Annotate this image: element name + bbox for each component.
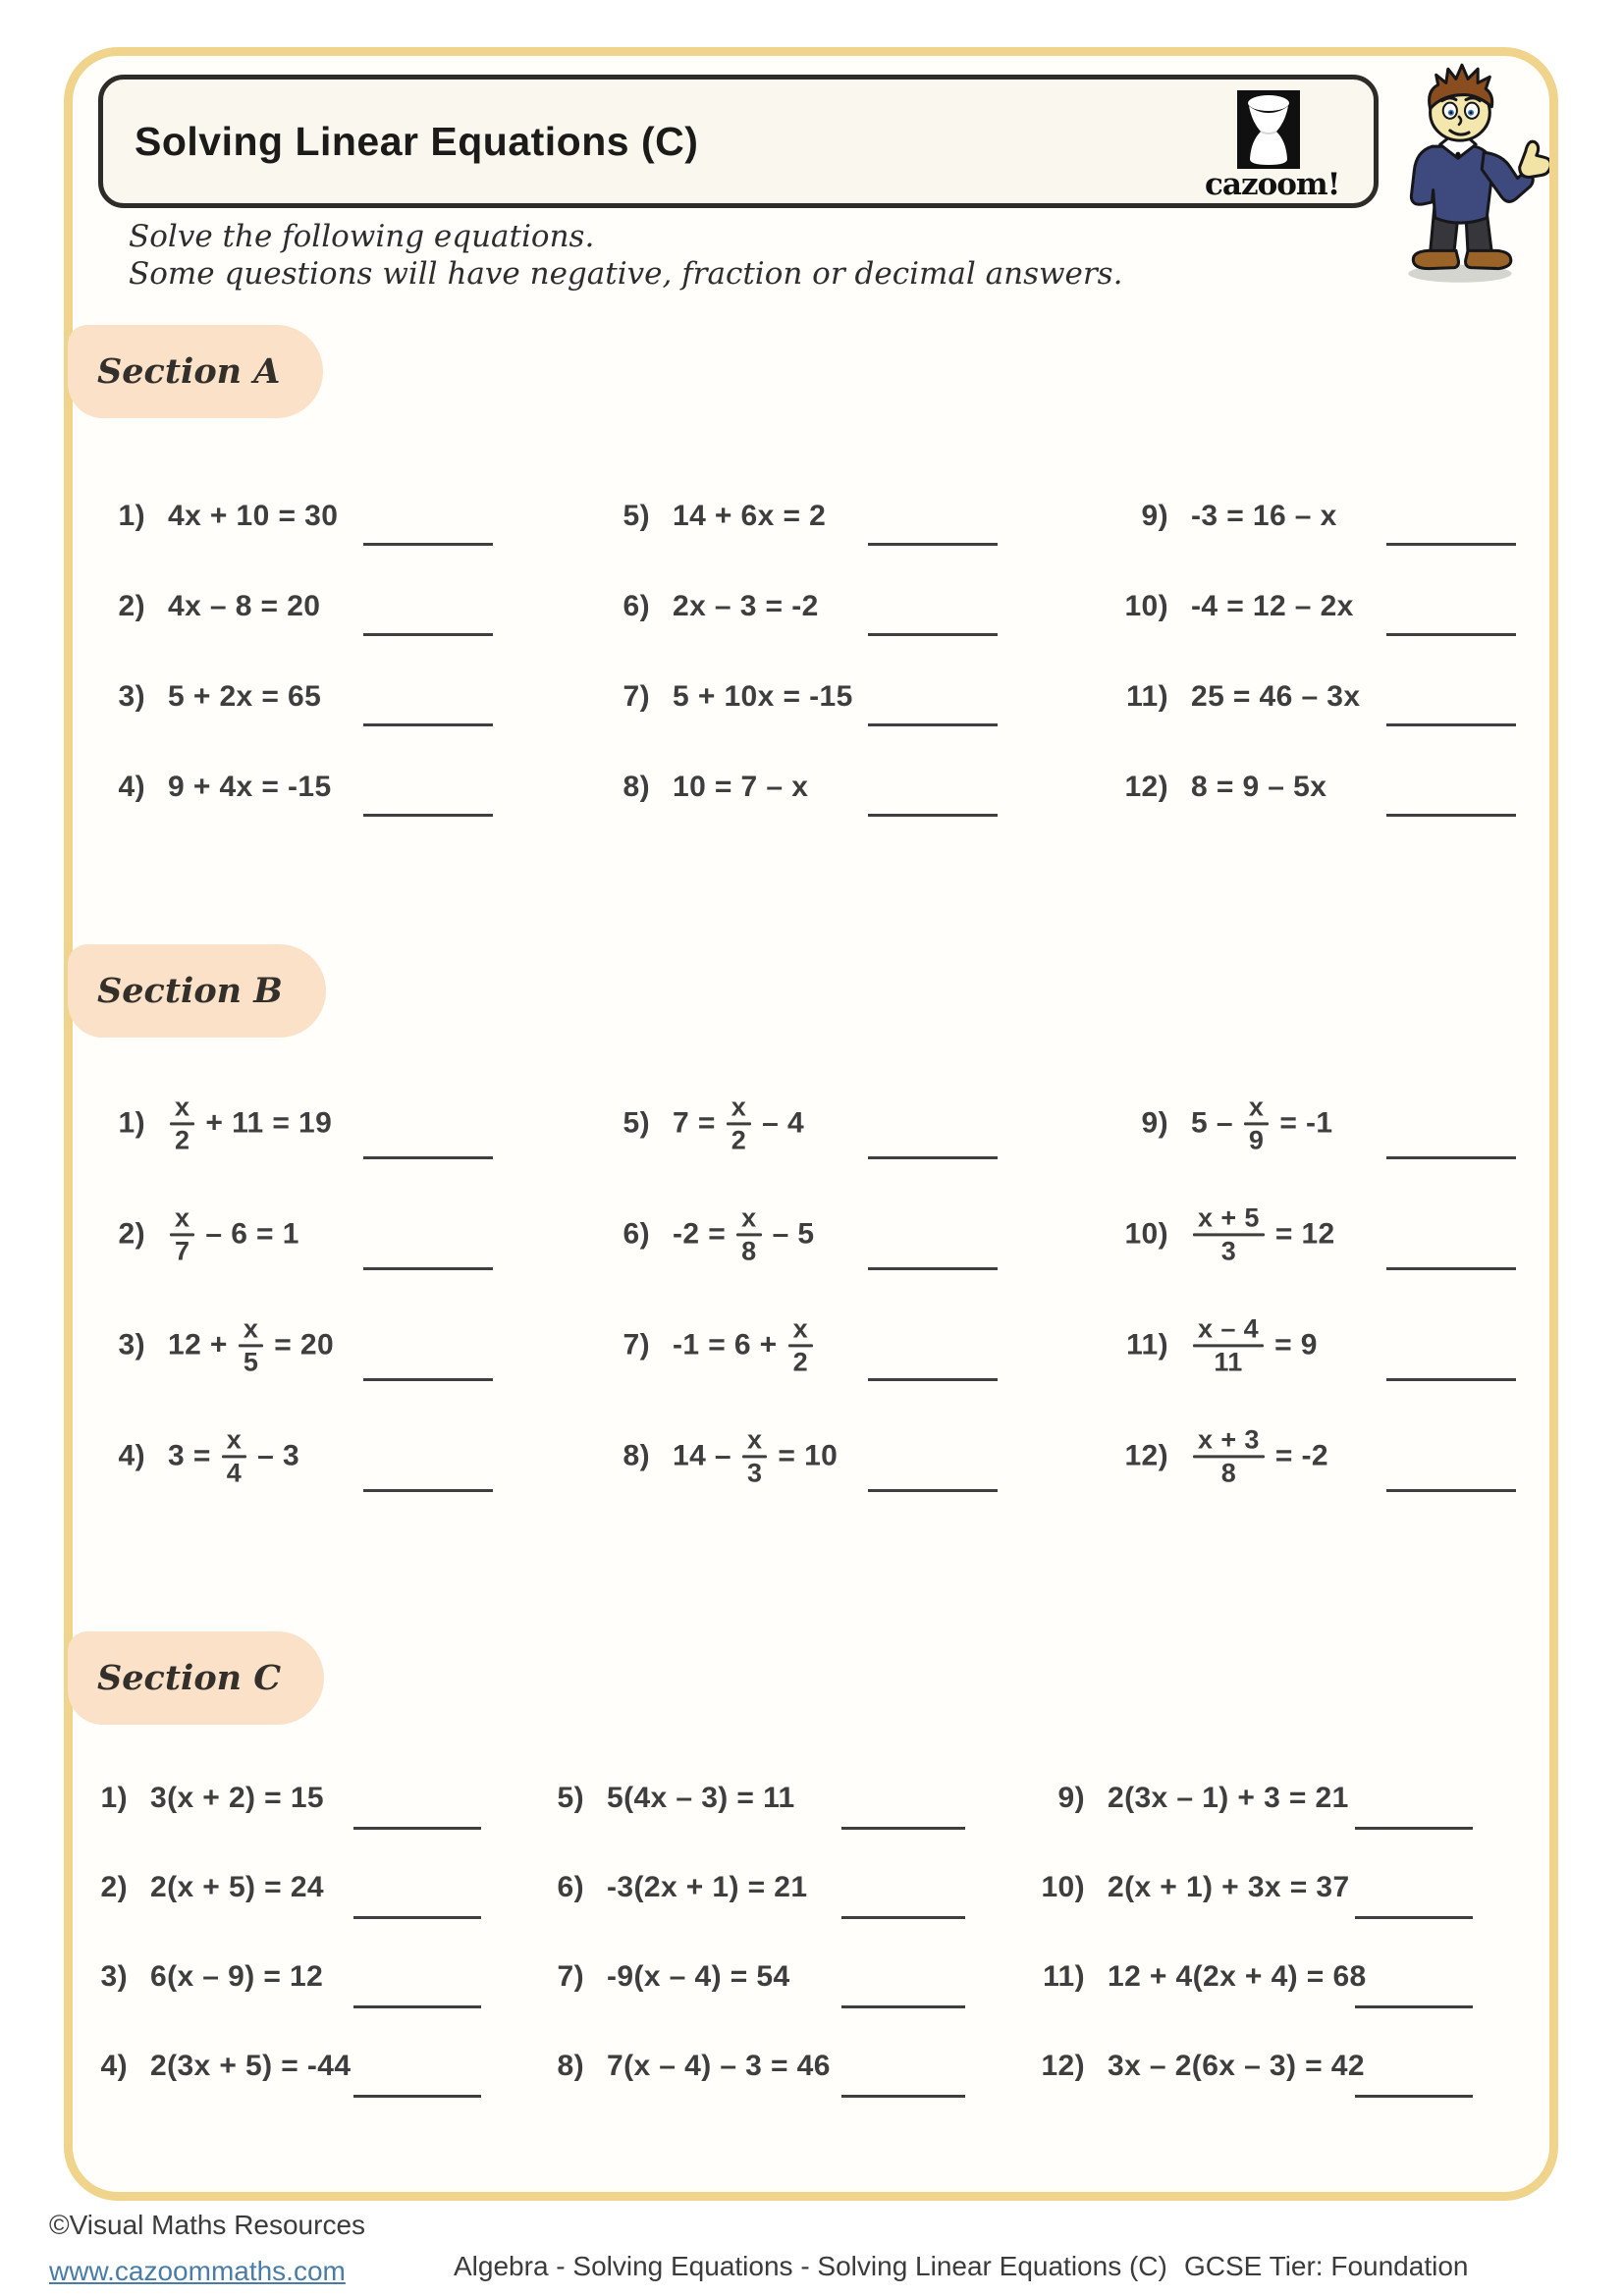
problem-c-7 [535,1932,957,2021]
section-b-label: Section B [97,971,283,1011]
problem-c-3 [79,1932,501,2021]
equation [1036,1871,1350,1904]
equation-text: 5 + 10x = -15 [673,680,853,713]
problem-number: 7) [623,1328,650,1362]
cazoom-logo-text: cazoom! [1205,167,1340,202]
answer-line[interactable] [1386,633,1516,636]
equation [1119,500,1337,533]
answer-line[interactable] [868,723,998,726]
section-a-column-3 [1119,471,1542,832]
problem-b-1 [96,1068,518,1179]
worksheet-title-box [98,75,1379,208]
fraction: $\frac{x}{5}$ [239,1313,263,1377]
equation-text: – 5 [772,1217,815,1251]
section-a-column-1 [96,471,518,832]
fraction: $\frac{x}{8}$ [736,1202,761,1266]
problem-a-3 [96,652,518,742]
answer-line[interactable] [363,1156,493,1159]
fraction: $\frac{x}{4}$ [222,1424,246,1488]
equation [96,1202,299,1266]
equation [601,1313,815,1377]
equation [535,1871,807,1904]
equation [1119,1202,1335,1266]
problem-a-1 [96,471,518,561]
answer-line[interactable] [841,1827,965,1830]
equation [96,590,320,623]
equation [601,1202,814,1266]
problem-c-6 [535,1842,957,1932]
section-c-label: Section C [97,1658,282,1698]
problem-number: 10) [1124,1217,1168,1251]
problem-number: 8) [557,2049,584,2082]
answer-line[interactable] [1355,2005,1473,2008]
problem-number: 11) [1126,1328,1168,1362]
problem-number: 10) [1124,590,1168,622]
problem-a-4 [96,742,518,832]
equation-text: 3x – 2(6x – 3) = 42 [1108,2049,1365,2082]
equation [1036,2050,1365,2083]
problem-number: 4) [118,1439,145,1472]
problem-number: 11) [1126,680,1168,713]
equation-text: = 9 [1274,1328,1318,1362]
problem-number: 1) [100,1781,128,1814]
equation-text: 3(x + 2) = 15 [150,1781,324,1814]
equation [79,1871,324,1904]
equation-text: 2(x + 5) = 24 [150,1870,324,1903]
equation [96,500,338,533]
answer-line[interactable] [1386,814,1516,817]
equation [1119,680,1360,714]
answer-line[interactable] [353,1916,481,1919]
answer-line[interactable] [1355,1916,1473,1919]
problem-number: 8) [623,771,650,803]
problem-a-2 [96,561,518,652]
answer-line[interactable] [868,1378,998,1381]
problem-number: 6) [623,1217,650,1251]
answer-line[interactable] [868,1156,998,1159]
equation-text: = 20 [274,1328,335,1362]
problem-b-6 [601,1179,1023,1290]
answer-line[interactable] [363,723,493,726]
equation-text: = 10 [778,1439,839,1472]
equation-text: – 3 [257,1439,300,1472]
equation-text: 5 – [1191,1106,1233,1140]
equation [96,1092,332,1155]
equation-text: 6(x – 9) = 12 [150,1959,324,1993]
equation-text: = -2 [1274,1439,1328,1472]
answer-line[interactable] [841,2005,965,2008]
instructions [129,218,1122,293]
answer-line[interactable] [868,814,998,817]
problem-a-7 [601,652,1023,742]
problem-number: 4) [100,2049,128,2082]
problem-b-12 [1119,1401,1542,1512]
equation [601,1092,804,1155]
problem-b-4 [96,1401,518,1512]
answer-line[interactable] [363,633,493,636]
equation-text: 7 = [673,1106,716,1140]
answer-line[interactable] [353,2095,481,2098]
problem-number: 7) [623,680,650,713]
equation [79,1782,324,1815]
equation-text: 14 – [673,1439,731,1472]
equation-text: – 4 [762,1106,805,1140]
answer-line[interactable] [841,1916,965,1919]
problem-a-11 [1119,652,1542,742]
equation [601,680,853,714]
problem-c-10 [1036,1842,1458,1932]
problem-number: 11) [1043,1959,1085,1993]
instructions-line-1: Solve the following equations. [129,219,595,254]
answer-line[interactable] [1386,543,1516,546]
answer-line[interactable] [1386,1378,1516,1381]
problem-number: 1) [118,1106,145,1140]
answer-line[interactable] [353,1827,481,1830]
answer-line[interactable] [1386,1489,1516,1492]
problem-c-11 [1036,1932,1458,2021]
equation [1036,1960,1367,1994]
answer-line[interactable] [868,1267,998,1270]
mascot-boy-character [1380,57,1549,291]
problem-number: 1) [118,500,145,532]
answer-line[interactable] [363,543,493,546]
section-b-badge [68,944,326,1038]
equation [96,771,332,804]
equation-text: 4x – 8 = 20 [168,590,321,622]
problem-number: 6) [557,1870,584,1903]
answer-line[interactable] [1355,2095,1473,2098]
fraction: $\frac{x}{2}$ [170,1092,194,1155]
problem-b-5 [601,1068,1023,1179]
fraction: $\frac{x}{2}$ [727,1092,751,1155]
problem-number: 6) [623,590,650,622]
equation-text: – 6 = 1 [205,1217,299,1251]
problem-number: 9) [1141,500,1168,532]
cazoom-logo [1205,90,1340,202]
fraction: $\frac{x}{2}$ [788,1313,813,1377]
equation-text: = -1 [1279,1106,1333,1140]
problem-a-12 [1119,742,1542,832]
problem-b-7 [601,1290,1023,1401]
section-c-column-3 [1036,1753,1458,2110]
equation-text: 2(3x + 5) = -44 [150,2049,352,2082]
problem-number: 3) [100,1959,128,1993]
fraction: $\frac{x}{3}$ [742,1424,767,1488]
equation-text: 2x – 3 = -2 [673,590,819,622]
equation [1119,590,1354,623]
equation [1036,1782,1349,1815]
equation-text: -9(x – 4) = 54 [607,1959,790,1993]
equation [601,771,808,804]
answer-line[interactable] [363,1489,493,1492]
djembe-drum-icon [1237,90,1300,169]
equation-text: -1 = 6 + [673,1328,778,1362]
problem-c-8 [535,2021,957,2110]
copyright-text: ©Visual Maths Resources [49,2210,366,2240]
equation [96,680,321,714]
problem-number: 9) [1057,1781,1085,1814]
footer-tier-label: GCSE Tier: Foundation [1184,2251,1469,2281]
equation-text: 2(3x – 1) + 3 = 21 [1108,1781,1349,1814]
section-b-column-1 [96,1068,518,1512]
equation-text: -4 = 12 – 2x [1191,590,1354,622]
equation [79,1960,323,1994]
problem-c-4 [79,2021,501,2110]
equation-text: 4x + 10 = 30 [168,500,339,532]
footer-left [49,2202,365,2294]
equation [1119,1313,1318,1377]
problem-c-12 [1036,2021,1458,2110]
equation-text: 7(x – 4) – 3 = 46 [607,2049,831,2082]
footer-breadcrumb: Algebra - Solving Equations - Solving Linear Equations (C) [454,2251,1167,2281]
problem-number: 12) [1041,2049,1085,2082]
problem-b-9 [1119,1068,1542,1179]
section-a-column-2 [601,471,1023,832]
section-c-column-2 [535,1753,957,2110]
equation-text: -3 = 16 – x [1191,500,1337,532]
answer-line[interactable] [1386,1156,1516,1159]
fraction: $\frac{x - 4}{11}$ [1193,1313,1264,1377]
equation [79,2050,351,2083]
equation [1119,1092,1332,1155]
answer-line[interactable] [868,633,998,636]
problem-number: 2) [118,1217,145,1251]
answer-line[interactable] [353,2005,481,2008]
problem-b-2 [96,1179,518,1290]
equation [96,1424,299,1488]
problem-number: 3) [118,680,145,713]
problem-number: 5) [557,1781,584,1814]
equation-text: 25 = 46 – 3x [1191,680,1361,713]
section-b-column-3 [1119,1068,1542,1512]
problem-b-10 [1119,1179,1542,1290]
problem-a-5 [601,471,1023,561]
problem-a-8 [601,742,1023,832]
equation [535,1782,795,1815]
equation-text: 9 + 4x = -15 [168,771,332,803]
answer-line[interactable] [363,814,493,817]
answer-line[interactable] [868,543,998,546]
problem-number: 12) [1124,771,1168,803]
section-b-column-2 [601,1068,1023,1512]
problem-number: 2) [118,590,145,622]
problem-c-9 [1036,1753,1458,1842]
problem-number: 7) [557,1959,584,1993]
fraction: $\frac{x + 3}{8}$ [1193,1424,1265,1488]
problem-number: 5) [623,1106,650,1140]
problem-number: 2) [100,1870,128,1903]
problem-b-11 [1119,1290,1542,1401]
problem-c-5 [535,1753,957,1842]
section-a-label: Section A [97,351,281,392]
problem-number: 5) [623,500,650,532]
section-c-column-1 [79,1753,501,2110]
equation [1119,1424,1328,1488]
website-link[interactable]: www.cazoommaths.com [49,2256,346,2286]
equation [535,2050,831,2083]
equation [601,590,819,623]
problem-b-3 [96,1290,518,1401]
equation-text: = 12 [1274,1217,1335,1251]
problem-number: 3) [118,1328,145,1362]
problem-a-10 [1119,561,1542,652]
fraction: $\frac{x}{9}$ [1244,1092,1269,1155]
answer-line[interactable] [363,1267,493,1270]
answer-line[interactable] [363,1378,493,1381]
answer-line[interactable] [1386,1267,1516,1270]
problem-b-8 [601,1401,1023,1512]
equation-text: 2(x + 1) + 3x = 37 [1108,1870,1350,1903]
equation-text: 3 = [168,1439,211,1472]
fraction: $\frac{x + 5}{3}$ [1193,1202,1265,1266]
equation-text: 12 + 4(2x + 4) = 68 [1108,1959,1367,1993]
problem-a-6 [601,561,1023,652]
equation [601,500,826,533]
section-a-badge [68,325,323,418]
equation [601,1424,838,1488]
section-c-badge [68,1631,324,1725]
equation-text: -3(2x + 1) = 21 [607,1870,808,1903]
problem-c-2 [79,1842,501,1932]
problem-c-1 [79,1753,501,1842]
answer-line[interactable] [868,1489,998,1492]
problem-number: 10) [1041,1870,1085,1903]
problem-number: 12) [1124,1439,1168,1472]
equation-text: 12 + [168,1328,228,1362]
fraction: $\frac{x}{7}$ [170,1202,194,1266]
equation-text: -2 = [673,1217,727,1251]
problem-number: 9) [1141,1106,1168,1140]
answer-line[interactable] [1386,723,1516,726]
answer-line[interactable] [841,2095,965,2098]
equation [96,1313,334,1377]
equation-text: 5 + 2x = 65 [168,680,322,713]
problem-a-9 [1119,471,1542,561]
equation-text: + 11 = 19 [205,1106,333,1140]
equation [535,1960,790,1994]
equation-text: 10 = 7 – x [673,771,809,803]
equation-text: 5(4x – 3) = 11 [607,1781,795,1814]
problem-number: 4) [118,771,145,803]
instructions-line-2: Some questions will have negative, fraction or decimal answers. [129,256,1123,292]
equation-text: 8 = 9 – 5x [1191,771,1327,803]
answer-line[interactable] [1355,1827,1473,1830]
page-title: Solving Linear Equations (C) [135,118,699,164]
problem-number: 8) [623,1439,650,1472]
equation [1119,771,1326,804]
equation-text: 14 + 6x = 2 [673,500,827,532]
